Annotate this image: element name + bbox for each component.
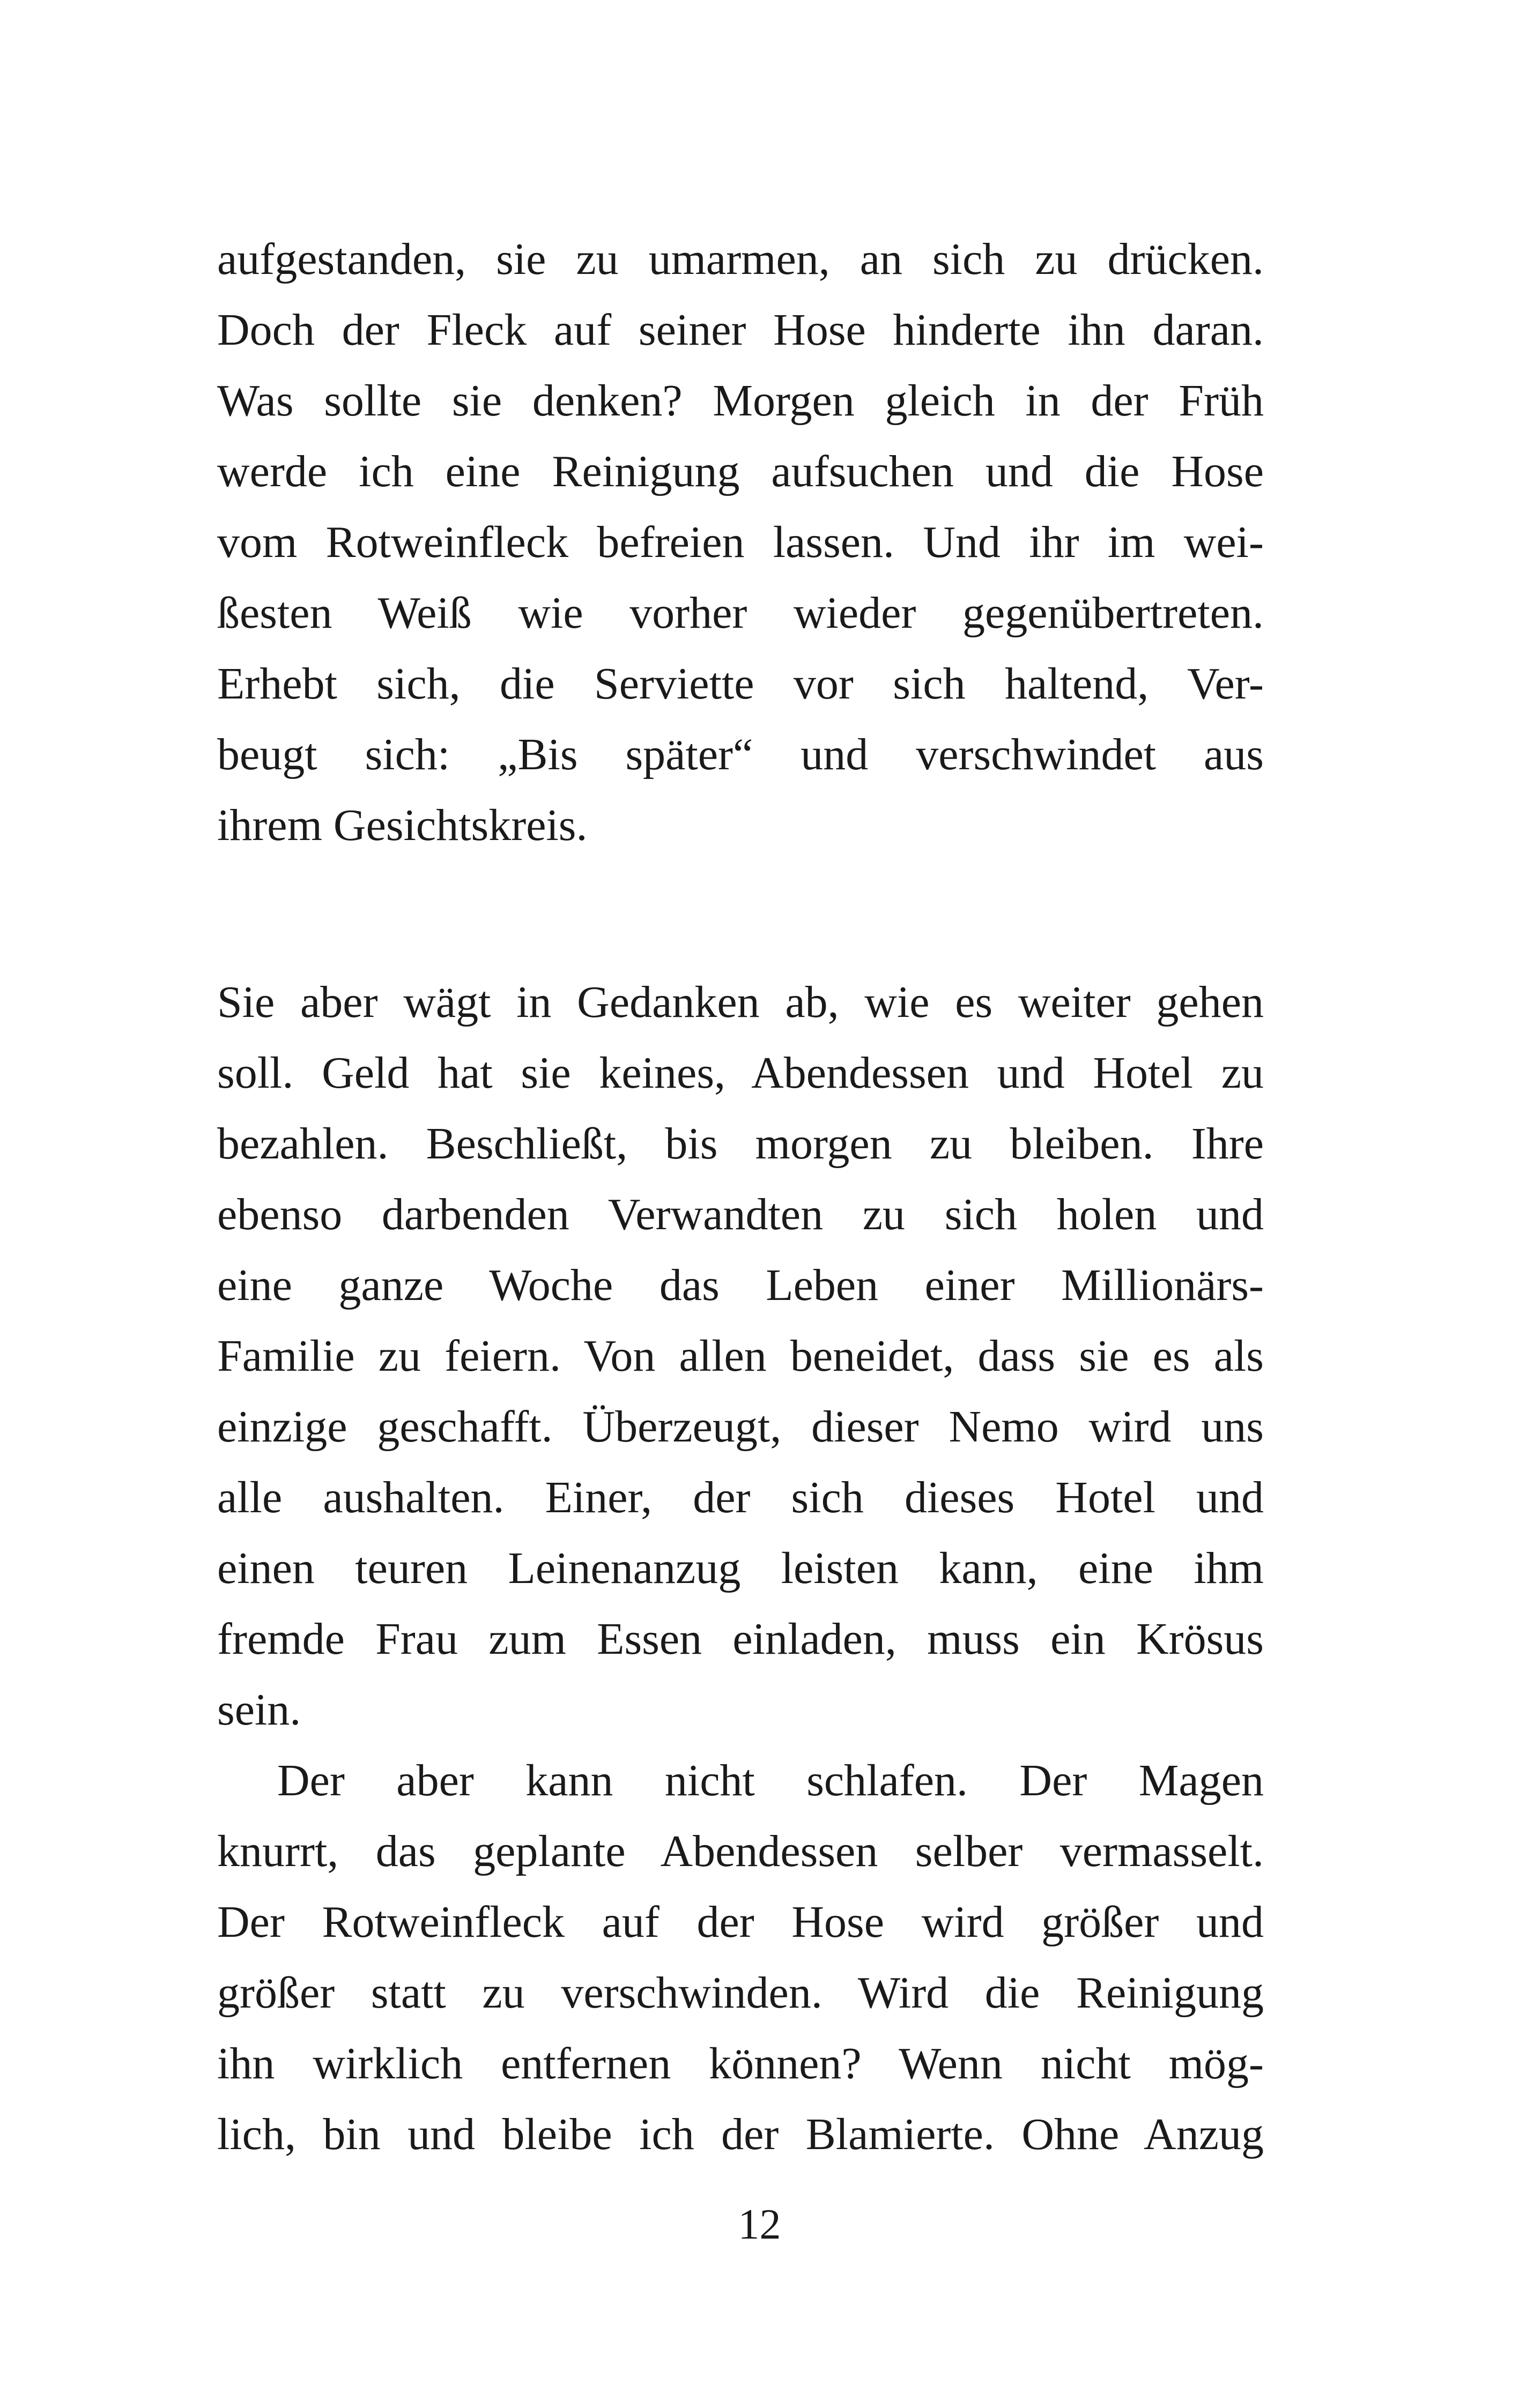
text-line: knurrt, das geplante Abendessen selber vermasselt.: [217, 1826, 1264, 1876]
text-line: aufgestanden, sie zu umarmen, an sich zu drücken.: [217, 234, 1264, 284]
text-line: Sie aber wägt in Gedanken ab, wie es weiter gehen: [217, 977, 1264, 1027]
text-line: Erhebt sich, die Serviette vor sich haltend, Ver-: [217, 659, 1264, 709]
text-line: eine ganze Woche das Leben einer Millionärs-: [217, 1260, 1264, 1310]
text-line: Der Rotweinfleck auf der Hose wird größer und: [217, 1897, 1264, 1947]
text-line: sein.: [217, 1685, 301, 1735]
text-line: lich, bin und bleibe ich der Blamierte. Ohne Anzug: [217, 2109, 1264, 2159]
text-line: soll. Geld hat sie keines, Abendessen und Hotel zu: [217, 1048, 1264, 1098]
text-line: Der aber kann nicht schlafen. Der Magen: [277, 1756, 1264, 1805]
text-line: größer statt zu verschwinden. Wird die Reinigung: [217, 1968, 1264, 2018]
text-line: bezahlen. Beschließt, bis morgen zu bleiben. Ihre: [217, 1119, 1264, 1169]
text-line: ihrem Gesichtskreis.: [217, 800, 588, 850]
text-line: einzige geschafft. Überzeugt, dieser Nemo wird uns: [217, 1402, 1264, 1452]
text-line: Was sollte sie denken? Morgen gleich in der Früh: [217, 376, 1264, 426]
text-line: alle aushalten. Einer, der sich dieses Hotel und: [217, 1473, 1264, 1522]
text-line: einen teuren Leinenanzug leisten kann, eine ihm: [217, 1543, 1264, 1593]
text-line: Familie zu feiern. Von allen beneidet, dass sie es als: [217, 1331, 1264, 1381]
text-line: ebenso darbenden Verwandten zu sich holen und: [217, 1190, 1264, 1239]
text-line: fremde Frau zum Essen einladen, muss ein Krösus: [217, 1614, 1264, 1664]
body-text: [217, 224, 1264, 2170]
text-line: werde ich eine Reinigung aufsuchen und die Hose: [217, 447, 1264, 496]
text-line: vom Rotweinfleck befreien lassen. Und ihr im wei-: [217, 517, 1264, 567]
text-line: ßesten Weiß wie vorher wieder gegenübertreten.: [217, 588, 1264, 638]
text-line: Doch der Fleck auf seiner Hose hinderte ihn daran.: [217, 305, 1264, 355]
text-line: ihn wirklich entfernen können? Wenn nicht mög-: [217, 2039, 1264, 2089]
text-line: beugt sich: „Bis später“ und verschwindet aus: [217, 730, 1264, 779]
paragraph-gap: [217, 861, 1264, 967]
page-number: 12: [738, 2201, 781, 2248]
